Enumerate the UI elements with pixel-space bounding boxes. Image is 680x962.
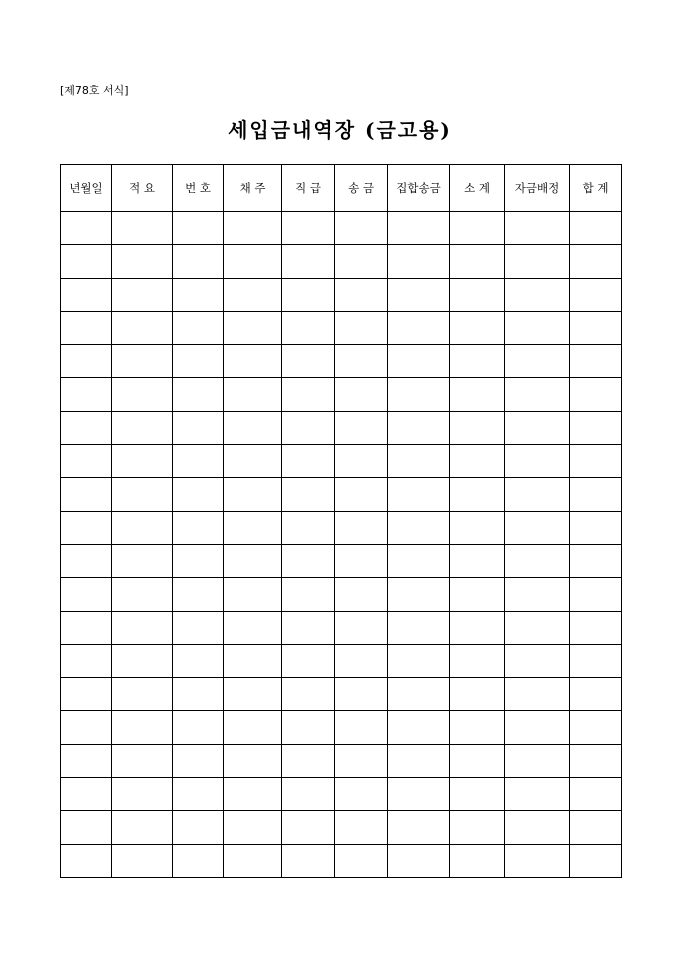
- table-cell: [224, 511, 282, 544]
- column-header-number: 번 호: [173, 165, 224, 212]
- table-cell: [450, 544, 505, 577]
- table-row: [61, 544, 622, 577]
- table-cell: [505, 744, 570, 777]
- table-cell: [282, 212, 335, 245]
- table-cell: [224, 644, 282, 677]
- table-cell: [450, 245, 505, 278]
- table-cell: [282, 311, 335, 344]
- table-cell: [224, 611, 282, 644]
- table-cell: [224, 778, 282, 811]
- table-cell: [570, 445, 622, 478]
- table-cell: [335, 445, 388, 478]
- table-cell: [388, 212, 450, 245]
- table-cell: [388, 544, 450, 577]
- table-cell: [570, 611, 622, 644]
- table-cell: [224, 345, 282, 378]
- table-cell: [388, 811, 450, 844]
- ledger-table: [60, 164, 622, 878]
- table-cell: [505, 411, 570, 444]
- table-cell: [61, 678, 112, 711]
- table-cell: [112, 511, 173, 544]
- table-row: [61, 611, 622, 644]
- table-cell: [335, 811, 388, 844]
- ledger-body: [61, 212, 622, 878]
- table-cell: [61, 811, 112, 844]
- table-cell: [224, 411, 282, 444]
- table-cell: [505, 678, 570, 711]
- table-cell: [505, 378, 570, 411]
- table-cell: [282, 611, 335, 644]
- table-cell: [173, 478, 224, 511]
- column-header-collective-remittance: 집합송금: [388, 165, 450, 212]
- table-cell: [505, 711, 570, 744]
- table-cell: [335, 411, 388, 444]
- table-cell: [505, 212, 570, 245]
- table-cell: [450, 678, 505, 711]
- table-cell: [112, 378, 173, 411]
- table-row: [61, 278, 622, 311]
- table-cell: [112, 278, 173, 311]
- table-cell: [61, 212, 112, 245]
- table-cell: [450, 711, 505, 744]
- table-cell: [505, 445, 570, 478]
- table-cell: [388, 278, 450, 311]
- table-cell: [61, 511, 112, 544]
- table-cell: [388, 411, 450, 444]
- table-cell: [450, 212, 505, 245]
- table-cell: [112, 544, 173, 577]
- table-cell: [570, 378, 622, 411]
- table-cell: [570, 245, 622, 278]
- table-cell: [335, 544, 388, 577]
- table-cell: [570, 744, 622, 777]
- table-cell: [282, 278, 335, 311]
- table-cell: [112, 811, 173, 844]
- table-cell: [450, 345, 505, 378]
- table-row: [61, 345, 622, 378]
- table-cell: [61, 378, 112, 411]
- column-header-date: 년월일: [61, 165, 112, 212]
- table-row: [61, 844, 622, 877]
- table-cell: [335, 311, 388, 344]
- table-cell: [282, 711, 335, 744]
- table-cell: [173, 245, 224, 278]
- table-cell: [61, 411, 112, 444]
- table-cell: [173, 278, 224, 311]
- table-cell: [388, 644, 450, 677]
- table-cell: [450, 411, 505, 444]
- table-cell: [450, 644, 505, 677]
- table-cell: [112, 478, 173, 511]
- table-row: [61, 511, 622, 544]
- table-cell: [224, 844, 282, 877]
- table-cell: [282, 378, 335, 411]
- table-cell: [335, 611, 388, 644]
- table-cell: [61, 744, 112, 777]
- table-cell: [61, 844, 112, 877]
- table-cell: [224, 245, 282, 278]
- table-row: [61, 411, 622, 444]
- table-cell: [388, 844, 450, 877]
- table-cell: [61, 278, 112, 311]
- table-cell: [282, 245, 335, 278]
- table-cell: [173, 345, 224, 378]
- table-cell: [173, 544, 224, 577]
- table-cell: [505, 245, 570, 278]
- table-cell: [570, 345, 622, 378]
- table-cell: [335, 245, 388, 278]
- table-cell: [335, 478, 388, 511]
- table-cell: [224, 212, 282, 245]
- table-cell: [112, 445, 173, 478]
- table-row: [61, 678, 622, 711]
- table-cell: [570, 278, 622, 311]
- table-cell: [505, 811, 570, 844]
- table-row: [61, 478, 622, 511]
- table-cell: [388, 678, 450, 711]
- table-cell: [282, 644, 335, 677]
- document-title: 세입금내역장 (금고용): [228, 118, 452, 142]
- table-cell: [173, 311, 224, 344]
- table-row: [61, 245, 622, 278]
- table-row: [61, 711, 622, 744]
- table-cell: [335, 511, 388, 544]
- table-cell: [61, 578, 112, 611]
- table-cell: [335, 778, 388, 811]
- table-cell: [173, 511, 224, 544]
- table-cell: [505, 311, 570, 344]
- table-cell: [173, 811, 224, 844]
- table-cell: [570, 212, 622, 245]
- table-cell: [570, 711, 622, 744]
- table-cell: [282, 744, 335, 777]
- table-cell: [173, 378, 224, 411]
- table-cell: [335, 578, 388, 611]
- table-cell: [570, 411, 622, 444]
- table-cell: [173, 212, 224, 245]
- table-cell: [112, 311, 173, 344]
- table-cell: [335, 378, 388, 411]
- table-cell: [224, 478, 282, 511]
- table-cell: [282, 411, 335, 444]
- table-cell: [61, 311, 112, 344]
- table-cell: [112, 245, 173, 278]
- table-cell: [173, 611, 224, 644]
- table-cell: [112, 678, 173, 711]
- table-cell: [388, 778, 450, 811]
- table-row: [61, 644, 622, 677]
- table-cell: [224, 811, 282, 844]
- table-cell: [570, 844, 622, 877]
- table-cell: [335, 844, 388, 877]
- table-row: [61, 778, 622, 811]
- table-cell: [61, 245, 112, 278]
- table-cell: [450, 778, 505, 811]
- table-cell: [173, 644, 224, 677]
- table-cell: [570, 778, 622, 811]
- table-cell: [173, 578, 224, 611]
- table-row: [61, 212, 622, 245]
- table-row: [61, 445, 622, 478]
- table-cell: [112, 411, 173, 444]
- table-cell: [61, 345, 112, 378]
- table-cell: [570, 678, 622, 711]
- table-cell: [61, 778, 112, 811]
- table-cell: [282, 478, 335, 511]
- table-cell: [112, 744, 173, 777]
- table-cell: [388, 245, 450, 278]
- table-cell: [388, 345, 450, 378]
- table-cell: [61, 611, 112, 644]
- table-cell: [450, 478, 505, 511]
- table-cell: [61, 478, 112, 511]
- table-cell: [224, 378, 282, 411]
- table-cell: [450, 844, 505, 877]
- table-cell: [282, 544, 335, 577]
- table-cell: [224, 678, 282, 711]
- table-cell: [224, 744, 282, 777]
- table-cell: [505, 278, 570, 311]
- table-cell: [570, 578, 622, 611]
- table-cell: [335, 345, 388, 378]
- table-cell: [112, 778, 173, 811]
- table-cell: [224, 445, 282, 478]
- table-cell: [505, 345, 570, 378]
- table-cell: [61, 711, 112, 744]
- table-cell: [282, 844, 335, 877]
- table-cell: [335, 711, 388, 744]
- table-cell: [505, 844, 570, 877]
- table-cell: [388, 511, 450, 544]
- table-cell: [388, 378, 450, 411]
- table-cell: [505, 778, 570, 811]
- column-header-remittance: 송 금: [335, 165, 388, 212]
- table-cell: [505, 544, 570, 577]
- header-row: [61, 165, 622, 212]
- table-cell: [570, 311, 622, 344]
- table-cell: [505, 644, 570, 677]
- column-header-total: 합 계: [570, 165, 622, 212]
- table-cell: [505, 611, 570, 644]
- table-cell: [335, 678, 388, 711]
- table-cell: [173, 411, 224, 444]
- table-cell: [61, 644, 112, 677]
- table-cell: [173, 711, 224, 744]
- table-cell: [61, 544, 112, 577]
- table-cell: [335, 278, 388, 311]
- table-cell: [335, 644, 388, 677]
- table-cell: [388, 445, 450, 478]
- table-cell: [112, 578, 173, 611]
- table-cell: [450, 278, 505, 311]
- table-cell: [224, 311, 282, 344]
- table-cell: [112, 611, 173, 644]
- table-cell: [570, 544, 622, 577]
- table-cell: [570, 511, 622, 544]
- table-cell: [282, 678, 335, 711]
- table-cell: [388, 744, 450, 777]
- table-cell: [388, 611, 450, 644]
- table-cell: [173, 844, 224, 877]
- table-cell: [224, 578, 282, 611]
- table-cell: [112, 212, 173, 245]
- table-cell: [282, 445, 335, 478]
- column-header-direct-payment: 직 급: [282, 165, 335, 212]
- table-cell: [112, 711, 173, 744]
- table-cell: [450, 578, 505, 611]
- table-cell: [173, 778, 224, 811]
- table-cell: [112, 844, 173, 877]
- table-cell: [570, 811, 622, 844]
- table-cell: [570, 644, 622, 677]
- table-cell: [505, 511, 570, 544]
- table-cell: [173, 744, 224, 777]
- table-cell: [505, 478, 570, 511]
- table-cell: [505, 578, 570, 611]
- column-header-subtotal: 소 계: [450, 165, 505, 212]
- table-cell: [224, 544, 282, 577]
- table-row: [61, 311, 622, 344]
- table-cell: [450, 378, 505, 411]
- table-cell: [282, 811, 335, 844]
- table-cell: [173, 678, 224, 711]
- table-cell: [112, 644, 173, 677]
- table-row: [61, 378, 622, 411]
- column-header-description: 적 요: [112, 165, 173, 212]
- table-cell: [450, 611, 505, 644]
- table-cell: [112, 345, 173, 378]
- table-cell: [388, 711, 450, 744]
- table-cell: [224, 278, 282, 311]
- table-cell: [450, 511, 505, 544]
- table-cell: [335, 212, 388, 245]
- table-cell: [335, 744, 388, 777]
- table-cell: [570, 478, 622, 511]
- table-cell: [282, 511, 335, 544]
- table-cell: [450, 445, 505, 478]
- table-cell: [450, 311, 505, 344]
- table-row: [61, 578, 622, 611]
- column-header-fund-allocation: 자금배정: [505, 165, 570, 212]
- table-cell: [282, 345, 335, 378]
- table-cell: [450, 744, 505, 777]
- table-cell: [388, 311, 450, 344]
- table-cell: [173, 445, 224, 478]
- table-row: [61, 811, 622, 844]
- table-cell: [224, 711, 282, 744]
- table-cell: [450, 811, 505, 844]
- table-cell: [282, 778, 335, 811]
- form-number: [제78호 서식]: [60, 84, 129, 97]
- table-row: [61, 744, 622, 777]
- table-cell: [388, 578, 450, 611]
- table-cell: [282, 578, 335, 611]
- column-header-creditor: 채 주: [224, 165, 282, 212]
- table-cell: [388, 478, 450, 511]
- table-cell: [61, 445, 112, 478]
